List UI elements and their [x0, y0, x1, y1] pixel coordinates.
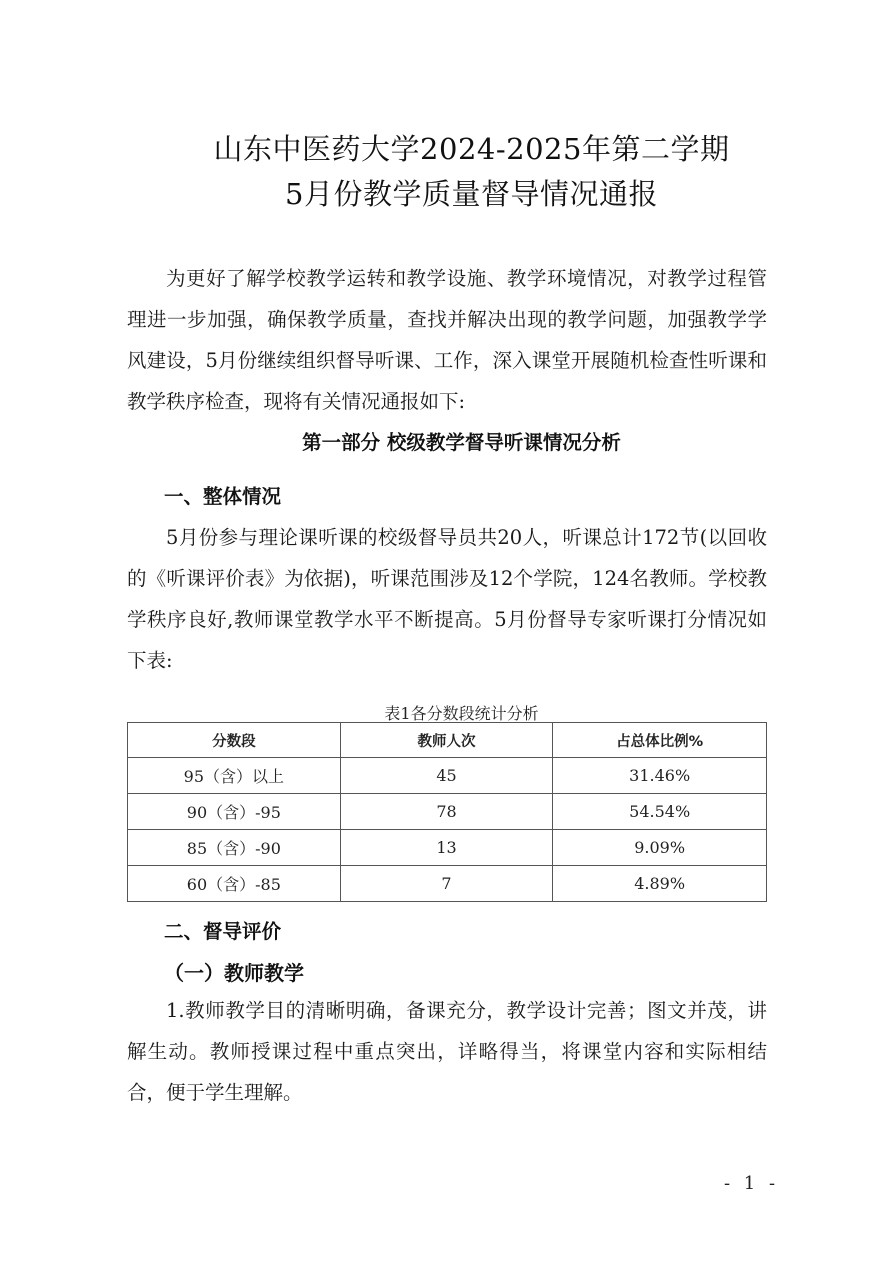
cell-teacher-count: 7	[340, 866, 553, 902]
table-row	[128, 866, 767, 902]
table-header-row	[128, 723, 767, 758]
cell-teacher-count: 13	[340, 830, 553, 866]
cell-percentage: 9.09%	[553, 830, 767, 866]
document-title-line2: 5月份教学质量督导情况通报	[285, 177, 658, 211]
table-row	[128, 758, 767, 794]
section1-heading: 一、整体情况	[164, 485, 282, 508]
item1-paragraph: 1.教师教学目的清晰明确，备课充分，教学设计完善；图文并茂，讲解生动。教师授课过程中重点突出，详略得当，将课堂内容和实际相结合，便于学生理解。	[127, 999, 767, 1104]
table-row	[128, 830, 767, 866]
header-percentage: 占总体比例%	[553, 723, 767, 758]
cell-percentage: 54.54%	[553, 794, 767, 830]
cell-percentage: 31.46%	[553, 758, 767, 794]
document-title-line1: 山东中医药大学2024-2025年第二学期	[213, 132, 730, 166]
cell-score-range: 95（含）以上	[128, 758, 341, 794]
section1-paragraph: 5月份参与理论课听课的校级督导员共20人，听课总计172节(以回收的《听课评价表》为依据)，听课范围涉及12个学院，124名教师。学校教学秩序良好,教师课堂教学水平不断提高。5月份督导专家听课打分情况如下表:	[127, 526, 767, 672]
header-score-range: 分数段	[128, 723, 341, 758]
part1-heading: 第一部分 校级教学督导听课情况分析	[302, 431, 621, 454]
section2-heading: 二、督导评价	[164, 920, 282, 943]
cell-teacher-count: 45	[340, 758, 553, 794]
cell-score-range: 85（含）-90	[128, 830, 341, 866]
cell-score-range: 90（含）-95	[128, 794, 341, 830]
cell-percentage: 4.89%	[553, 866, 767, 902]
table-caption: 表1各分数段统计分析	[384, 704, 539, 723]
cell-score-range: 60（含）-85	[128, 866, 341, 902]
score-distribution-table	[127, 722, 767, 902]
header-teacher-count: 教师人次	[340, 723, 553, 758]
page-number: - 1 -	[724, 1173, 780, 1194]
intro-paragraph: 为更好了解学校教学运转和教学设施、教学环境情况，对教学过程管理进一步加强，确保教学质量，查找并解决出现的教学问题，加强教学学风建设，5月份继续组织督导听课、工作，深入课堂开展随机检查性听课和教学秩序检查，现将有关情况通报如下:	[127, 267, 767, 413]
subsection1-heading: （一）教师教学	[164, 961, 304, 985]
table-row	[128, 794, 767, 830]
cell-teacher-count: 78	[340, 794, 553, 830]
